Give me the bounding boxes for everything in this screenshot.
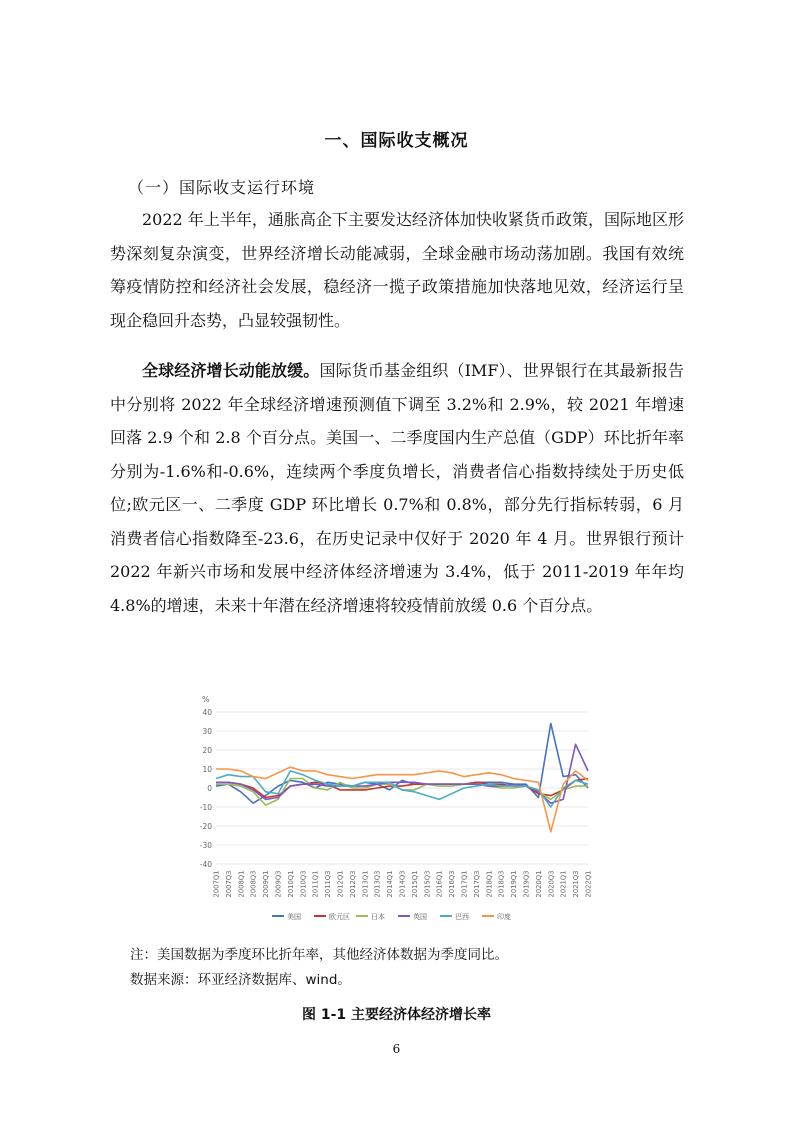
figure-caption: 图 1-1 主要经济体经济增长率 (301, 1007, 492, 1023)
x-tick-label: 2009Q1 (262, 870, 271, 898)
legend-label: 欧元区 (329, 913, 350, 921)
y-tick-label: 20 (202, 746, 212, 755)
x-tick-label: 2009Q3 (274, 870, 283, 898)
x-tick-label: 2018Q3 (497, 870, 506, 898)
x-tick-label: 2008Q1 (237, 870, 246, 898)
paragraph-lead: 全球经济增长动能放缓。 (142, 361, 320, 380)
x-tick-label: 2017Q1 (460, 870, 469, 898)
x-tick-label: 2011Q3 (324, 870, 333, 898)
y-tick-label: -10 (199, 803, 212, 812)
series-line-英国 (216, 744, 588, 803)
x-tick-label: 2020Q1 (534, 870, 543, 898)
chart-note: 注：美国数据为季度环比折年率，其他经济体数据为季度同比。 (130, 947, 508, 963)
legend-label: 日本 (371, 913, 385, 921)
x-tick-label: 2012Q3 (348, 870, 357, 898)
x-tick-label: 2010Q1 (286, 870, 295, 898)
legend-label: 巴西 (455, 913, 469, 921)
x-tick-label: 2007Q3 (224, 870, 233, 898)
data-source: 数据来源：环亚经济数据库、wind。 (130, 972, 351, 988)
y-tick-label: 40 (202, 708, 212, 717)
x-tick-label: 2013Q3 (373, 870, 382, 898)
x-tick-label: 2019Q3 (522, 870, 531, 898)
section-title: 一、国际收支概况 (324, 131, 469, 151)
y-tick-label: -40 (199, 860, 212, 869)
paragraph-global-growth (110, 354, 684, 622)
series-line-印度 (216, 767, 588, 832)
x-tick-label: 2017Q3 (472, 870, 481, 898)
x-tick-label: 2007Q1 (212, 870, 221, 898)
legend-label: 美国 (287, 913, 301, 921)
y-tick-label: 10 (202, 765, 212, 774)
x-tick-label: 2010Q3 (299, 870, 308, 898)
x-tick-label: 2018Q1 (485, 870, 494, 898)
legend-label: 印度 (497, 913, 511, 921)
x-tick-label: 2008Q3 (249, 870, 258, 898)
x-tick-label: 2015Q3 (423, 870, 432, 898)
series-line-美国 (216, 723, 588, 803)
x-tick-label: 2019Q1 (510, 870, 519, 898)
y-tick-label: 0 (207, 784, 212, 793)
x-tick-label: 2011Q1 (311, 870, 320, 898)
x-tick-label: 2014Q3 (398, 870, 407, 898)
subsection-title: （一）国际收支运行环境 (128, 178, 316, 197)
y-tick-label: -30 (199, 841, 212, 850)
x-tick-label: 2016Q3 (448, 870, 457, 898)
x-tick-label: 2021Q3 (572, 870, 581, 898)
paragraph-body: 国际货币基金组织（IMF）、世界银行在其最新报告中分别将 2022 年全球经济增速预测值下调至 3.2%和 2.9%，较 2021 年增速回落 2.9 个和 2.8 个百分点。美国一、二季度国内生产总值（GDP）环比折年率分别为-1.6%和-0.6%，连续两个季度负增长，消费者信心指数持续处于历史低位;欧元区一、二季度 GDP 环比增长 0.7%和 0.8%，部分先行指标转弱，6 月消费者信心指数降至-23.6，在历史记录中仅好于 2020 年 4 月。世界银行预计 2022 年新兴市场和发展中经济体经济增速为 3.4%，低于 2011-2019 年年均 4.8%的增速，未来十年潜在经济增速将较疫情前放缓 0.6 个百分点。 (110, 361, 684, 615)
legend-label: 英国 (413, 913, 427, 921)
x-tick-label: 2015Q1 (410, 870, 419, 898)
x-tick-label: 2013Q1 (361, 870, 370, 898)
page-number: 6 (392, 1042, 401, 1056)
x-tick-label: 2021Q1 (559, 870, 568, 898)
x-tick-label: 2022Q1 (584, 870, 593, 898)
growth-rate-chart (188, 688, 608, 928)
paragraph-environment: 2022 年上半年，通胀高企下主要发达经济体加快收紧货币政策，国际地区形势深刻复杂演变，世界经济增长动能减弱，全球金融市场动荡加剧。我国有效统筹疫情防控和经济社会发展，稳经济一揽子政策措施加快落地见效，经济运行呈现企稳回升态势，凸显较强韧性。 (110, 210, 684, 330)
x-tick-label: 2014Q1 (386, 870, 395, 898)
x-tick-label: 2012Q1 (336, 870, 345, 898)
y-tick-label: -20 (199, 822, 212, 831)
x-tick-label: 2020Q3 (547, 870, 556, 898)
x-tick-label: 2016Q1 (435, 870, 444, 898)
y-axis-unit-label: % (202, 695, 210, 704)
y-tick-label: 30 (202, 727, 212, 736)
